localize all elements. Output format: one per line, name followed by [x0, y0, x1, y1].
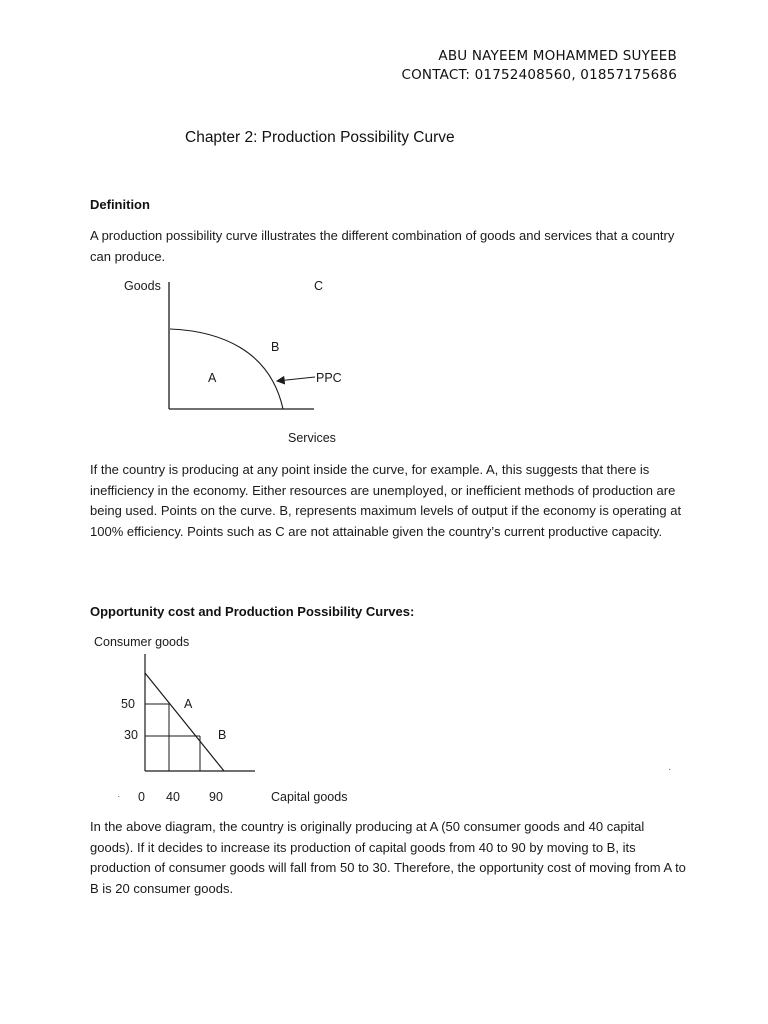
opp-tick-40: 40 [166, 790, 180, 804]
ppc-services-label: Services [288, 431, 336, 445]
opp-point-b: B [218, 728, 227, 742]
contact-info: CONTACT: 01752408560, 01857175686 [401, 67, 677, 83]
explanation-text: If the country is producing at any point inside the curve, for example. A, this suggests that there is inefficiency in the economy. Either resources are unemployed, or inefficient methods of production are being used. Points on the curve. B, represents maximum levels of output if the economy is operating at 100% efficiency. Points such as C are not attainable given the country’s current productive capacity. [90, 462, 682, 539]
opportunity-heading: Opportunity cost and Production Possibility Curves: [90, 604, 415, 619]
ppc-point-c: C [314, 279, 324, 293]
ppc-point-a: A [208, 371, 217, 385]
ppc-goods-label: Goods [124, 279, 161, 293]
ppc-arrow [277, 377, 315, 381]
opp-tick-0: 0 [138, 790, 145, 804]
ppc-point-b: B [271, 340, 280, 354]
opp-tick-30: 30 [124, 728, 138, 742]
opp-tick-90: 90 [209, 790, 223, 804]
ppc-diagram [0, 0, 768, 460]
opp-tick-50: 50 [121, 697, 135, 711]
definition-text: A production possibility curve illustrates the different combination of goods and services that a country can produce. [90, 228, 675, 264]
conclusion-text: In the above diagram, the country is originally producing at A (50 consumer goods and 40 capital goods). If it decides to increase its production of capital goods from 40 to 90 by moving to B, its production of consumer goods will fall from 50 to 30. Therefore, the opportunity cost of moving from A to B is 20 consumer goods. [90, 819, 686, 896]
ppc-curve [170, 329, 283, 409]
opp-point-a: A [184, 697, 193, 711]
opp-consumer-goods-label: Consumer goods [94, 635, 190, 649]
opp-ppc-line [145, 673, 227, 771]
opp-capital-goods-label: Capital goods [271, 790, 348, 804]
ppc-diagram-lines [0, 0, 768, 460]
opportunity-diagram [0, 620, 768, 810]
chapter-title: Chapter 2: Production Possibility Curve [185, 129, 455, 146]
author-name: ABU NAYEEM MOHAMMED SUYEEB [438, 48, 677, 64]
definition-heading: Definition [90, 197, 150, 212]
stray-dot-left: · [117, 791, 121, 802]
ppc-curve-label: PPC [316, 371, 342, 385]
stray-dot-right: · [668, 764, 672, 775]
